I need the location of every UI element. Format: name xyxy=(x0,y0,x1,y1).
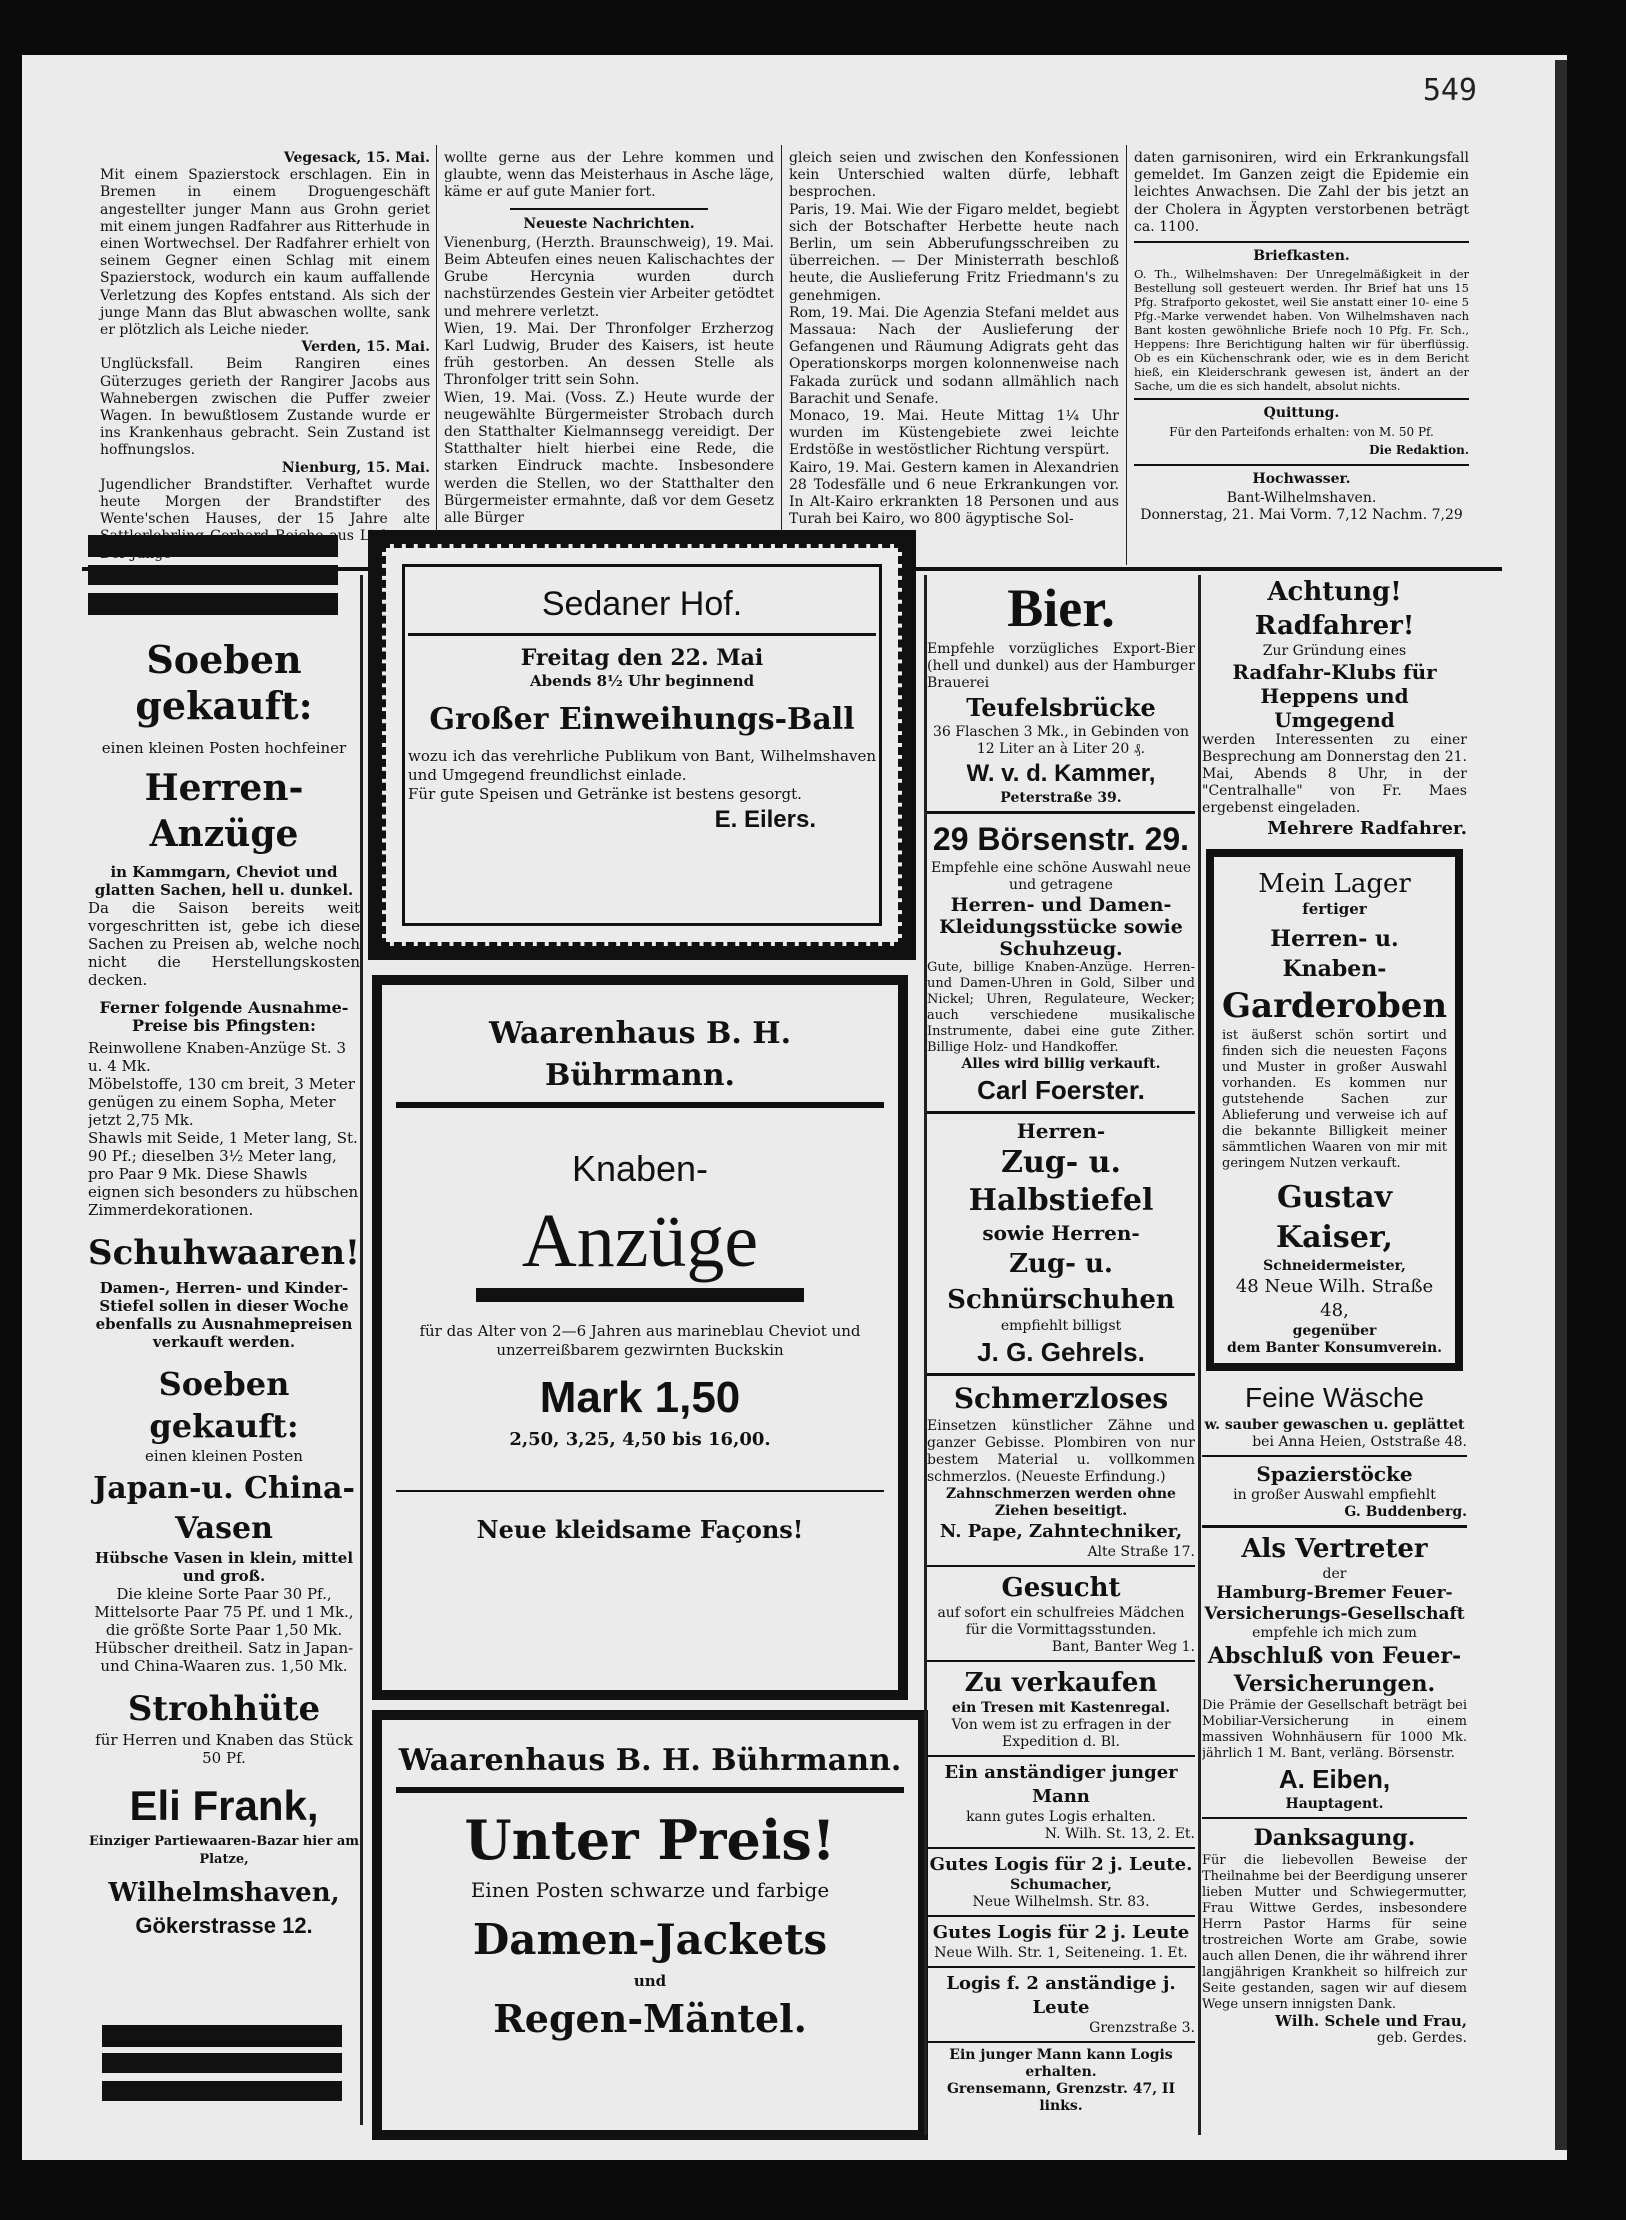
ad-addr: Grenzstraße 3. xyxy=(1089,2020,1195,2036)
news-text: Kairo, 19. Mai. Gestern kamen in Alexandrien 28 Todesfälle und 6 neue Erkrankungen vor. In Alt-Kairo erkrankten 18 Personen und aus Turah bei Kairo, wo 800 ägyptische Sol- xyxy=(789,459,1119,528)
quittung-text: Für den Parteifonds erhalten: von M. 50 Pf. xyxy=(1169,425,1434,440)
ad-big: Zu verkaufen xyxy=(964,1668,1158,1698)
ad-column-3 xyxy=(927,575,1195,2145)
ad-big: Strohhüte xyxy=(127,1689,321,1729)
ad-text: einen kleinen Posten xyxy=(145,1447,303,1465)
ad-text: der xyxy=(1322,1566,1347,1582)
ad-sign: Mehrere Radfahrer. xyxy=(1267,818,1467,839)
ad-big: Zug- u. Schnürschuhen xyxy=(947,1249,1175,1315)
ad-foot: Neue kleidsame Façons! xyxy=(476,1515,804,1544)
ad-text: wozu ich das verehrliche Publikum von Bant, Wilhelmshaven und Umgegend freundlichst einlade. xyxy=(408,747,876,784)
ad-big: Gutes Logis für 2 j. Leute xyxy=(932,1922,1190,1943)
ad-text: für Herren und Knaben das Stück 50 Pf. xyxy=(95,1731,353,1767)
ad-text: Einsetzen künstlicher Zähne und ganzer Gebisse. Plombiren von nur bestem Material u. vollkommen schmerzlos. (Neueste Erfindung.) xyxy=(927,1418,1195,1485)
ad-item: Regen-Mäntel. xyxy=(493,1996,807,2041)
ad-text: werden Interessenten zu einer Besprechung am Donnerstag den 21. Mai, Abends 8 Uhr, in der "Centralhalle" von Fr. Maes ergebenst eingeladen. xyxy=(1202,732,1467,816)
news-text: Wien, 19. Mai. Der Thronfolger Erzherzog Karl Ludwig, Bruder des Kaisers, ist heute früh gestorben. An dessen Stelle als Thronfolger tritt sein Sohn. xyxy=(444,320,774,389)
ad-big: Achtung! Radfahrer! xyxy=(1254,577,1415,641)
ad-text: kann gutes Logis erhalten. xyxy=(966,1809,1156,1825)
ad-big: Spazierstöcke xyxy=(1256,1462,1413,1486)
ad-addr: Neue Wilhelmsh. Str. 83. xyxy=(972,1894,1150,1910)
ad-street: Gökerstrasse 12. xyxy=(135,1913,313,1938)
ad-text: Von wem ist zu erfragen in der Expedition d. Bl. xyxy=(951,1717,1171,1750)
hochwasser-place: Bant-Wilhelmshaven. xyxy=(1226,490,1377,507)
news-text: Rom, 19. Mai. Die Agenzia Stefani meldet aus Massaua: Nach der Auslieferung der Gefangenen und Räumung Adigrats geht das Operationskorps morgen kolonnenweise nach Fakada zurück und sodann allmählich nach Barachit und Senafe. xyxy=(789,304,1119,407)
news-column-3 xyxy=(789,150,1119,528)
quittung-heading: Quittung. xyxy=(1263,405,1340,422)
ad-big: Danksagung. xyxy=(1253,1825,1416,1851)
ad-addr: Grensemann, Grenzstr. 47, II links. xyxy=(946,2081,1176,2114)
ad-big: Zug- u. Halbstiefel xyxy=(968,1145,1154,1218)
ad-text: in großer Auswahl empfiehlt xyxy=(1233,1487,1436,1503)
ad-text: Schneidermeister, xyxy=(1263,1258,1406,1274)
ad-addr: gegenüber xyxy=(1292,1323,1377,1339)
news-text: Mit einem Spazierstock erschlagen. Ein in Bremen in einem Droguengeschäft angestellter junger Mann aus Grohn geriet mit einem jungen Radfahrer aus Ritterhude in einen Wortwechsel. Der Radfahrer erhielt von seinem Gegner einen Schlag mit einem Spazierstock, wodurch ein kaum auffallende Verletzung des Kopfes entstand. Als sich der junge Mann das Blut abwaschen wollte, sank er plötzlich als Leiche nieder. xyxy=(100,167,430,339)
ad-text: in Kammgarn, Cheviot und glatten Sachen, hell u. dunkel. xyxy=(94,863,354,899)
news-column-1 xyxy=(100,150,430,563)
hochwasser-text: Donnerstag, 21. Mai Vorm. 7,12 Nachm. 7,29 xyxy=(1140,507,1463,524)
ad-text: 36 Flaschen 3 Mk., in Gebinden von 12 Liter an à Liter 20 ₰. xyxy=(932,724,1190,757)
ad-text: Gute, billige Knaben-Anzüge. Herren- und Damen-Uhren in Gold, Silber und Nickel; Uhren, Regulateure, Wecker; auch verschiedene musikalische Instrumente, dabei eine gute Zither. Billige Holz- und Handkoffer. xyxy=(927,960,1195,1055)
ad-text: Mein Lager xyxy=(1258,869,1411,899)
news-dateline: Verden, 15. Mai. xyxy=(301,339,430,356)
page-edge xyxy=(1555,60,1567,2150)
ad-big: Anzüge xyxy=(521,1199,759,1283)
ad-name: Schumacher, xyxy=(1010,1877,1112,1893)
ad-item: Shawls mit Seide, 1 Meter lang, St. 90 Pf.; dieselben 3½ Meter lang, pro Paar 9 Mk. Diese Shawls eignen sich besonders zu hübschen Zimmerdekorationen. xyxy=(88,1129,359,1219)
news-text: daten garnisoniren, wird ein Erkrankungsfall gemeldet. Im Ganzen zeigt die Epidemie ein leichtes Anwachsen. Die Zahl der bis jetzt an der Cholera in Ägypten verstorbenen beträgt ca. 1100. xyxy=(1134,150,1469,235)
ad-headline: Soeben gekauft: xyxy=(135,637,313,728)
ad-prices: 2,50, 3,25, 4,50 bis 16,00. xyxy=(509,1429,771,1450)
ad-name: A. Eiben, xyxy=(1278,1764,1391,1794)
ad-addr: N. Wilh. St. 13, 2. Et. xyxy=(1044,1826,1195,1842)
news-text: Jugendlicher Brandstifter. Verhaftet wurde heute Morgen der Brandstifter des Wente'schen Hauses, der 15 Jahre alte aus xyxy=(100,476,430,545)
ad-buehrmann-2 xyxy=(372,1710,928,2140)
ad-text: Zahnschmerzen werden ohne Ziehen beseitigt. xyxy=(946,1486,1176,1519)
ad-text: Die Prämie der Gesellschaft beträgt bei Mobiliar-Versicherung in einem massiven Wohnhäusern für 1000 Mk. jährlich 1 M. Bant, verläng. Börsenstr. xyxy=(1202,1698,1467,1761)
news-text: Wien, 19. Mai. (Voss. Z.) Heute wurde der neugewählte Bürgermeister Strobach durch den Statthalter Kielmannsegg vereidigt. Der Statthalter hielt hierbei eine Rede, die starken Eindruck machte. Insbesondere werden die Stellen, wo der Statthalter den Bürgermeister ermahnte, daß vor dem Gesetz alle Bürger xyxy=(444,389,774,527)
ad-bier-title: Bier. xyxy=(1007,578,1115,638)
ad-big: Gutes Logis für 2 j. Leute. xyxy=(929,1854,1193,1875)
ad-big: Garderoben xyxy=(1222,986,1448,1026)
ad-big: Unter Preis! xyxy=(464,1808,836,1872)
page-number: 549 xyxy=(1422,73,1477,108)
ad-text: Empfehle vorzügliches Export-Bier (hell und dunkel) aus der Hamburger Brauerei xyxy=(927,641,1195,691)
briefkasten-text: O. Th., Wilhelmshaven: Der Unregelmäßigkeit in der Bestellung soll gesteuert werden. Ihr Brief hat uns 15 Pfg. Strafporto gekostet, weil Sie anstatt einer 10- eine 5 Pfg.-Marke verwendet haben. Von Wilhelmshaven nach Bant kosten gewöhnliche Briefe noch 10 Pfg. Fr. Sch., Heppens: Ihre Berichtigung halten wir für überflüssig. Ob es ein Küchenschrank oder, wie es in dem Bericht hieß, ein Kleiderschrank gewesen ist, ändert an der Sache, um die es sich handelt, absolut nichts. xyxy=(1134,267,1469,394)
ad-text: Hübsche Vasen in klein, mittel und groß. xyxy=(94,1549,354,1585)
ad-text: fertiger xyxy=(1302,900,1367,918)
ad-text: Damen-, Herren- und Kinder-Stiefel sollen in dieser Woche ebenfalls zu Ausnahmepreisen verkauft werden. xyxy=(95,1279,353,1351)
ad-big: Feine Wäsche xyxy=(1245,1382,1424,1413)
ad-text: auf sofort ein schulfreies Mädchen für die Vormittagsstunden. xyxy=(937,1605,1185,1638)
ad-event: Großer Einweihungs-Ball xyxy=(429,702,855,737)
ad-text: einen kleinen Posten hochfeiner xyxy=(101,739,347,757)
ad-text: Knaben- xyxy=(571,1148,709,1189)
ad-time: Abends 8½ Uhr beginnend xyxy=(529,672,755,690)
ad-big: Herren- u. Knaben- xyxy=(1270,926,1399,982)
ad-item: Damen-Jackets xyxy=(472,1915,828,1964)
news-column-4 xyxy=(1134,150,1469,524)
ad-text: w. sauber gewaschen u. geplättet xyxy=(1204,1417,1465,1433)
ad-date: Freitag den 22. Mai xyxy=(520,645,764,671)
news-text: Vienenburg, (Herzth. Braunschweig), 19. Mai. Beim Abteufen eines neuen Kalischachtes der Grube Hercynia wurden durch nachstürzendes Gestein vier Arbeiter getödtet und mehrere verletzt. xyxy=(444,234,775,320)
ad-title: Sedaner Hof. xyxy=(541,585,743,623)
ad-eli-frank xyxy=(88,625,360,2025)
ad-addr: 48 Neue Wilh. Straße 48, xyxy=(1235,1276,1434,1321)
ad-name: Gustav Kaiser, xyxy=(1276,1180,1393,1255)
briefkasten-heading: Briefkasten. xyxy=(1253,248,1350,265)
ad-city: Wilhelmshaven, xyxy=(108,1878,340,1908)
ad-big: Logis f. 2 anständige j. Leute xyxy=(946,1973,1176,2018)
ad-text: sowie Herren- xyxy=(982,1221,1140,1245)
ad-text: Da die Saison bereits weit vorgeschritten ist, gebe ich diese Sachen zu Preisen ab, welche noch nicht die Herstellungskosten decken. xyxy=(88,899,360,989)
ad-big: Als Vertreter xyxy=(1241,1534,1428,1564)
ad-addr: Peterstraße 39. xyxy=(1000,790,1122,806)
ad-text: Einziger Partiewaaren-Bazar hier am Platze, xyxy=(88,1834,360,1867)
hochwasser-heading: Hochwasser. xyxy=(1252,470,1351,487)
ad-firm: Waarenhaus B. H. Bührmann. xyxy=(398,1743,902,1778)
ad-text: Für gute Speisen und Getränke ist bestens gesorgt. xyxy=(408,785,802,803)
ad-text: geb. Gerdes. xyxy=(1376,2030,1467,2046)
ad-name: G. Buddenberg. xyxy=(1344,1504,1467,1520)
ad-addr: dem Banter Konsumverein. xyxy=(1226,1340,1443,1356)
ad-text: Die kleine Sorte Paar 30 Pf., Mittelsorte Paar 75 Pf. und 1 Mk., die größte Sorte Paar 1,50 Mk. Hübscher dreitheil. Satz in Japan- und China-Waaren zus. 1,50 Mk. xyxy=(94,1585,354,1675)
ad-name: J. G. Gehrels. xyxy=(977,1337,1145,1367)
ad-big: Radfahr-Klubs für Heppens und Umgegend xyxy=(1232,660,1437,732)
news-text: Monaco, 19. Mai. Heute Mittag 1¼ Uhr wurden im Küstengebiete zwei leichte Erdstöße in westöstlicher Richtung verspürt. xyxy=(789,408,1119,459)
ad-name: N. Pape, Zahntechniker, xyxy=(939,1521,1183,1542)
ad-buehrmann-1 xyxy=(372,975,908,1700)
news-text: gleich seien und zwischen den Konfessionen kein Unterschied walten dürfe, lebhaft besprochen. xyxy=(789,150,1119,201)
ad-big: Abschluß von Feuer-Versicherungen. xyxy=(1207,1643,1462,1697)
ad-text: empfiehlt billigst xyxy=(1000,1318,1122,1334)
ad-big: Japan-u. China-Vasen xyxy=(93,1471,355,1546)
ad-name: W. v. d. Kammer, xyxy=(966,760,1156,787)
ad-text: und xyxy=(633,1972,667,1990)
ad-big: Hamburg-Bremer Feuer-Versicherungs-Gesellschaft xyxy=(1204,1583,1465,1624)
ad-brand: Teufelsbrücke xyxy=(966,693,1156,722)
ad-column-4 xyxy=(1202,575,1467,2145)
ad-title: 29 Börsenstr. 29. xyxy=(932,821,1190,857)
news-text: Paris, 19. Mai. Wie der Figaro meldet, begiebt sich der Botschafter Herbette heute nach Berlin, um sein Abberufungsschreiben zu überreichen. — Der Ministerrath beschloß heute, die Auslieferung Fritz Friedmann's zu genehmigen. xyxy=(789,201,1119,304)
ad-kaiser-box xyxy=(1206,849,1463,1371)
ad-text: Ferner folgende Ausnahme-Preise bis Pfingsten: xyxy=(99,998,349,1035)
ad-text: Hauptagent. xyxy=(1285,1796,1384,1812)
newspaper-page xyxy=(22,55,1567,2160)
ad-big: Gesucht xyxy=(1001,1573,1121,1603)
news-dateline: Nienburg, 15. Mai. xyxy=(281,459,430,476)
ad-text: Ein junger Mann kann Logis erhalten. xyxy=(949,2047,1173,2080)
ad-addr: Bant, Banter Weg 1. xyxy=(1051,1639,1195,1655)
ad-name: Carl Foerster. xyxy=(977,1075,1145,1105)
news-text: wollte gerne aus der Lehre kommen und glaubte, wenn das Meisterhaus in Asche läge, käme er auf gute Manier fort. xyxy=(444,150,774,201)
ad-text: Empfehle eine schöne Auswahl neue und getragene xyxy=(930,860,1192,893)
ad-name: Wilh. Schele und Frau, xyxy=(1275,2012,1467,2030)
news-column-2 xyxy=(444,150,774,527)
ad-headline: Soeben gekauft: xyxy=(149,1365,299,1445)
ad-text: ein Tresen mit Kastenregal. xyxy=(951,1700,1171,1716)
ad-addr: Alte Straße 17. xyxy=(1087,1544,1195,1560)
ad-addr: Neue Wilh. Str. 1, Seiteneing. 1. Et. xyxy=(934,1945,1188,1961)
ad-name: Eli Frank, xyxy=(129,1782,319,1829)
ad-text: Einen Posten schwarze und farbige xyxy=(470,1878,830,1902)
ad-text: Zur Gründung eines xyxy=(1262,643,1407,659)
ad-text: Herren- xyxy=(1016,1119,1106,1143)
ad-item: Möbelstoffe, 130 cm breit, 3 Meter genügen zu einem Sopha, Meter jetzt 2,75 Mk. xyxy=(88,1075,355,1129)
news-section-heading: Neueste Nachrichten. xyxy=(523,215,695,232)
quittung-sign: Die Redaktion. xyxy=(1369,442,1469,457)
ad-big: Schmerzloses xyxy=(953,1382,1169,1415)
ad-big: Schuhwaaren! xyxy=(88,1233,360,1273)
news-text: Unglücksfall. Beim Rangiren eines Güterzuges gerieth der Rangirer Jacobs aus Wahnebergen zwischen die Puffer zweier Wagen. In bewußtlosem Zustande wurde er ins Krankenhaus gebracht. Sein Zustand ist hoffnungslos. xyxy=(100,356,430,459)
ad-sign: E. Eilers. xyxy=(714,806,816,833)
ad-price: Mark 1,50 xyxy=(539,1373,741,1422)
ad-text: Alles wird billig verkauft. xyxy=(961,1056,1161,1072)
ad-text: empfehle ich mich zum xyxy=(1252,1625,1417,1641)
ad-text: ist äußerst schön sortirt und finden sich die neuesten Façons und Muster in großer Auswahl vorhanden. Es kommen nur gutstehende Sachen zur Ablieferung und verweise ich auf die bekannte Billigkeit meiner sämmtlichen Waaren von mir mit geringem Nutzen verkauft. xyxy=(1222,1028,1447,1171)
ad-addr: bei Anna Heien, Oststraße 48. xyxy=(1252,1434,1467,1450)
ad-text: Für die liebevollen Beweise der Theilnahme bei der Beerdigung unserer lieben Mutter und Schwiegermutter, Frau Wittwe Gerdes, insbesondere Herrn Pastor Harms für seine trostreichen Worte am Grabe, sowie auch allen Denen, die ihr während ihrer langjährigen Krankheit so hilfreich zur Seite gestanden, sagen wir auf diesem Wege unsern innigsten Dank. xyxy=(1202,1853,1467,2012)
ad-big: Ein anständiger junger Mann xyxy=(944,1762,1178,1807)
ad-text: für das Alter von 2—6 Jahren aus marineblau Cheviot und unzerreißbarem gezwirnten Buckskin xyxy=(419,1322,861,1359)
news-dateline: Vegesack, 15. Mai. xyxy=(283,150,430,166)
ad-big: Herren- und Damen-Kleidungsstücke sowie Schuhzeug. xyxy=(939,894,1183,960)
ad-item: Reinwollene Knaben-Anzüge St. 3 u. 4 Mk. xyxy=(88,1039,346,1075)
ad-sedaner-hof xyxy=(368,530,916,960)
ad-firm: Waarenhaus B. H. Bührmann. xyxy=(488,1016,792,1093)
ad-big: Herren-Anzüge xyxy=(144,767,304,855)
